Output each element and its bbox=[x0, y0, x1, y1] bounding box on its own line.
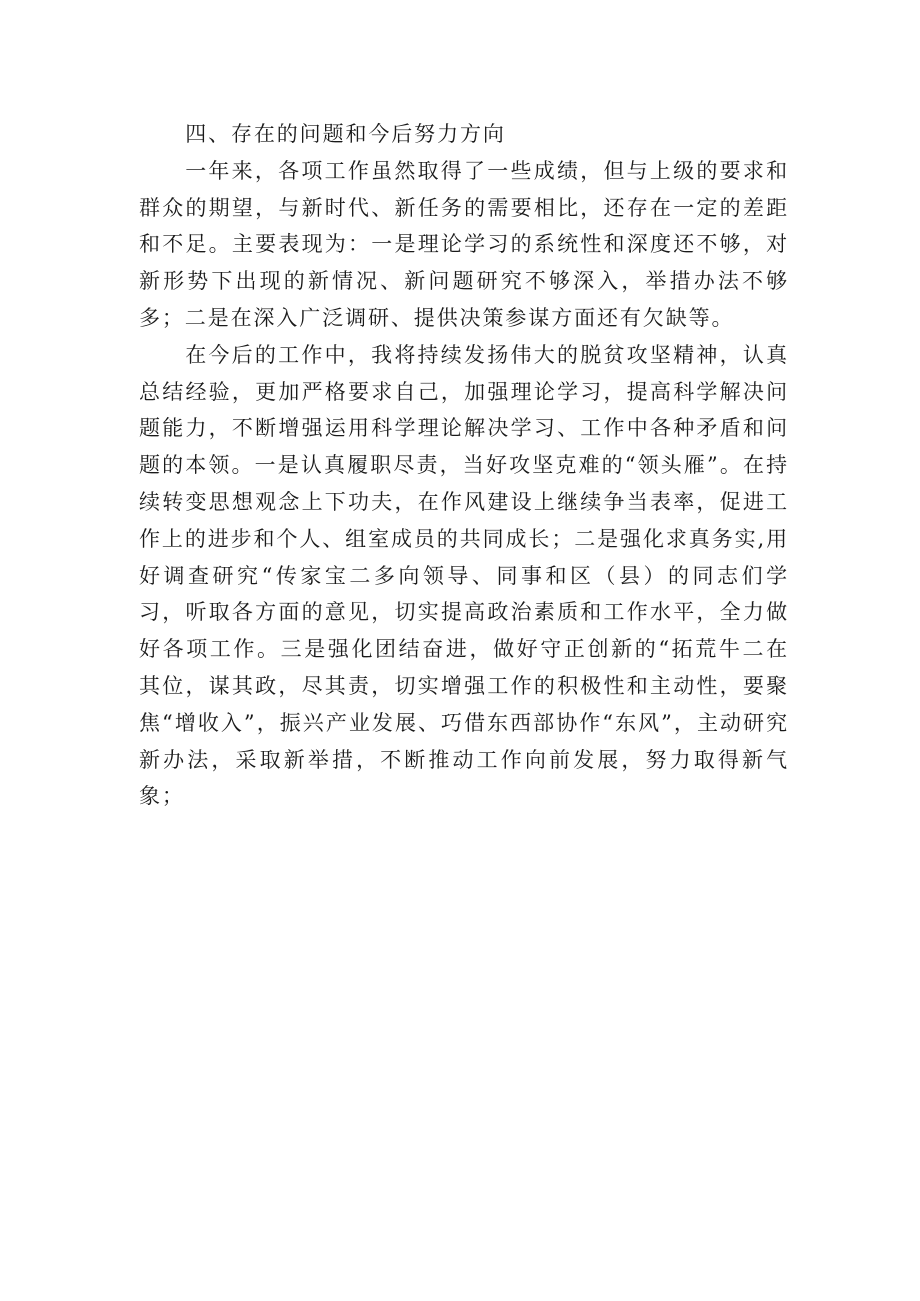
document-body bbox=[139, 116, 789, 815]
section-heading: 四、存在的问题和今后努力方向 bbox=[185, 122, 506, 146]
paragraph-future-direction: 在今后的工作中，我将持续发扬伟大的脱贫攻坚精神，认真总结经验，更加严格要求自己，加强理论学习，提高科学解决问题能力，不断增强运用科学理论解决学习、工作中各种矛盾和问题的本领。一是认真履职尽责，当好攻坚克难的“领头雁”。在持续转变思想观念上下功夫，在作风建设上继续争当表率，促进工作上的进步和个人、组室成员的共同成长；二是强化求真务实,用好调查研究“传家宝二多向领导、同事和区（县）的同志们学习，听取各方面的意见，切实提高政治素质和工作水平，全力做好各项工作。三是强化团结奋进，做好守正创新的“拓荒牛二在其位，谋其政，尽其责，切实增强工作的积极性和主动性，要聚焦“增收入”，振兴产业发展、巧借东西部协作“东风”，主动研究新办法，采取新举措，不断推动工作向前发展，努力取得新气象； bbox=[139, 342, 789, 809]
paragraph-problems: 一年来，各项工作虽然取得了一些成绩，但与上级的要求和群众的期望，与新时代、新任务的需要相比，还存在一定的差距和不足。主要表现为：一是理论学习的系统性和深度还不够，对新形势下出现的新情况、新问题研究不够深入，举措办法不够多；二是在深入广泛调研、提供决策参谋方面还有欠缺等。 bbox=[139, 158, 789, 330]
